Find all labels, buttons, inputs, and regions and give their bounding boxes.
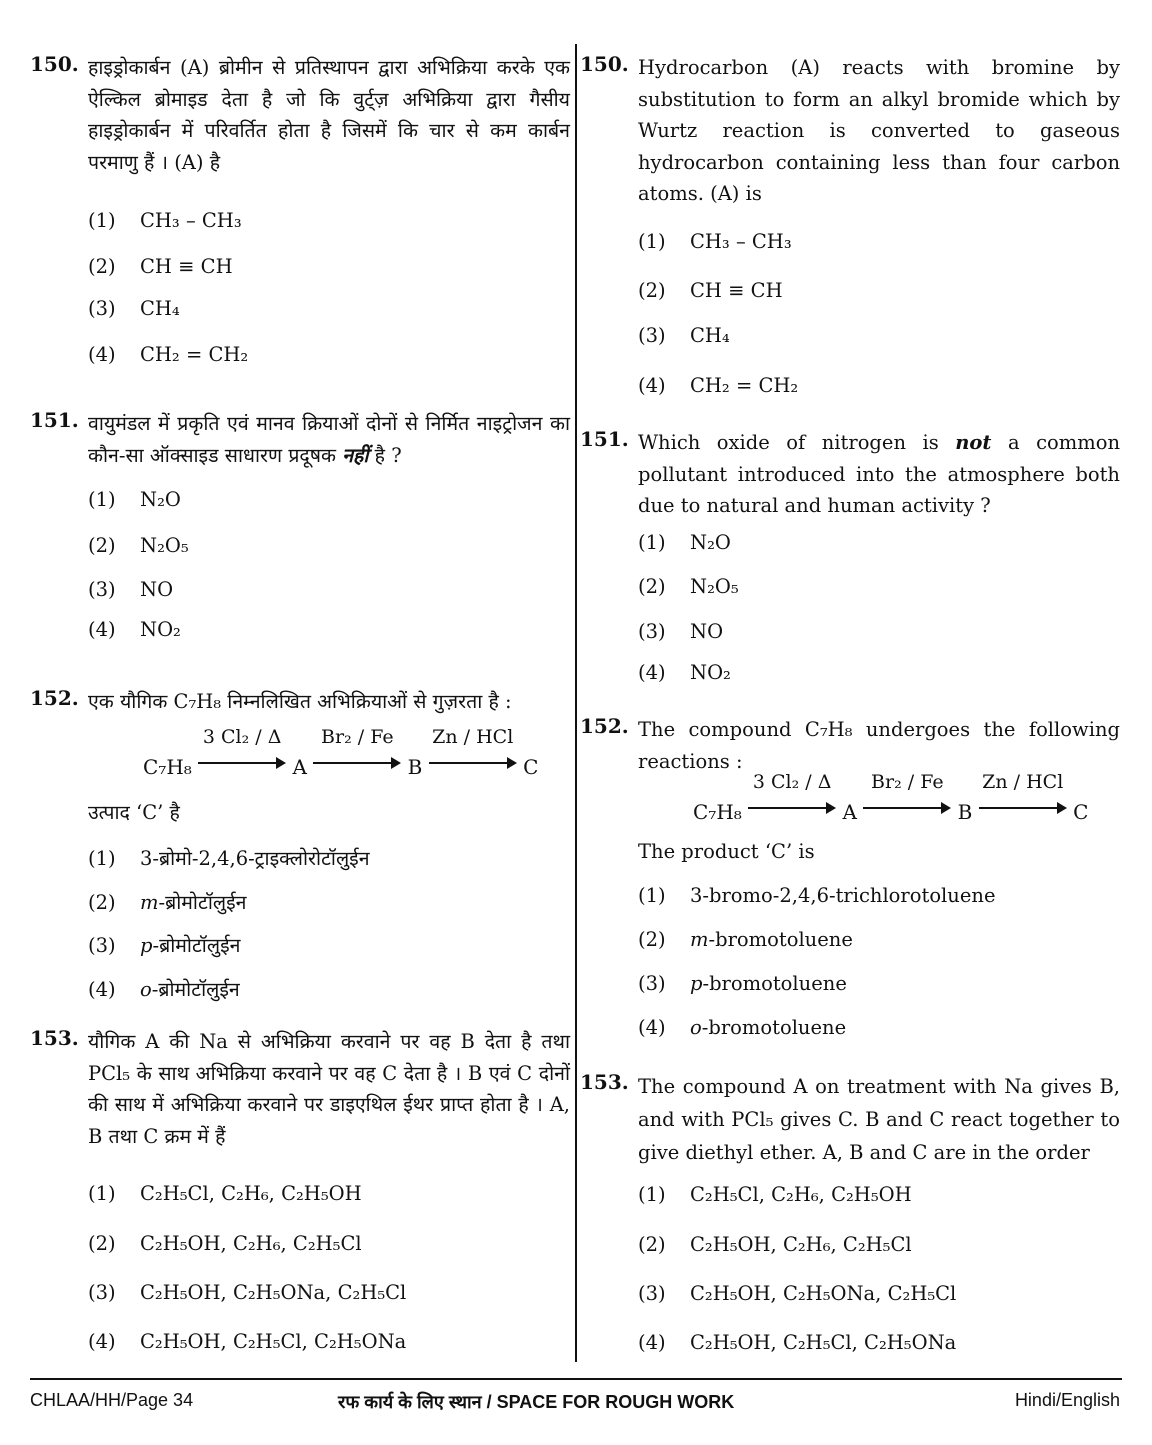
emphasis-not: not	[955, 431, 992, 454]
footer-rule	[30, 1378, 1122, 1380]
option-1: (1) N₂O	[638, 531, 731, 554]
question-number: 152.	[580, 714, 629, 738]
page-code: CHLAA/HH/Page 34	[30, 1390, 194, 1410]
question-text: Hydrocarbon (A) reacts with bromine by substitution to form an alkyl bromide which by Wurtz reaction is converted to gaseous hydrocarbon containing less than four carbon atoms. (A) is	[638, 56, 1120, 205]
option-1: (1) 3-ब्रोमो-2,4,6-ट्राइक्लोरोटॉलुईन	[88, 847, 370, 870]
option-4: (4) o-bromotoluene	[638, 1016, 847, 1039]
question-text: Which oxide of nitrogen is not a common pollutant introduced into the atmosphere both due to natural and human activity ?	[638, 431, 1121, 517]
option-1: (1) CH₃ – CH₃	[638, 230, 792, 253]
arrow-step-2: Br₂ / Fe	[863, 797, 951, 819]
option-3: (3) p-bromotoluene	[638, 972, 847, 995]
option-2: (2) m-bromotoluene	[638, 928, 853, 951]
question-number: 151.	[30, 408, 79, 432]
option-2: (2) CH ≡ CH	[638, 279, 783, 302]
option-4: (4) C₂H₅OH, C₂H₅Cl, C₂H₅ONa	[88, 1330, 407, 1353]
option-4: (4) NO₂	[88, 618, 181, 641]
arrow-step-1: 3 Cl₂ / Δ	[748, 797, 836, 819]
question-number: 150.	[30, 52, 79, 76]
arrow-step-2: Br₂ / Fe	[313, 752, 401, 774]
option-2: (2) m-ब्रोमोटॉलुईन	[88, 891, 247, 914]
rough-work-label: रफ कार्य के लिए स्थान / SPACE FOR ROUGH WORK	[338, 1392, 735, 1412]
option-2: (2) C₂H₅OH, C₂H₆, C₂H₅Cl	[638, 1233, 912, 1256]
question-150-en	[580, 52, 1120, 397]
option-4: (4) NO₂	[638, 661, 731, 684]
question-153-en	[580, 1070, 1120, 1354]
option-3: (3) CH₄	[88, 297, 180, 320]
option-3: (3) C₂H₅OH, C₂H₅ONa, C₂H₅Cl	[88, 1281, 407, 1304]
option-3: (3) NO	[638, 620, 724, 643]
question-number: 150.	[580, 52, 629, 76]
option-3: (3) p-ब्रोमोटॉलुईन	[88, 934, 241, 957]
question-number: 153.	[580, 1070, 629, 1094]
question-number: 152.	[30, 686, 79, 710]
question-number: 153.	[30, 1026, 79, 1050]
column-divider	[575, 44, 577, 1362]
question-text: यौगिक A की Na से अभिक्रिया करवाने पर वह B देता है तथा PCl₅ के साथ अभिक्रिया करवाने पर वह C देता है । B एवं C दोनों की साथ में अभिक्रिया करवाने पर डाइएथिल ईथर प्राप्त होता है । A, B तथा C क्रम में हैं	[88, 1030, 570, 1148]
option-4: (4) C₂H₅OH, C₂H₅Cl, C₂H₅ONa	[638, 1331, 957, 1354]
question-150-hi	[30, 52, 570, 366]
question-151-en	[580, 427, 1121, 684]
question-text: The compound C₇H₈ undergoes the following reactions :	[638, 718, 1120, 773]
option-1: (1) 3-bromo-2,4,6-trichlorotoluene	[638, 884, 996, 907]
language-label: Hindi/English	[1014, 1390, 1120, 1410]
question-153-hi	[30, 1026, 570, 1353]
product-prompt: The product ‘C’ is	[638, 840, 815, 863]
option-2: (2) N₂O₅	[638, 575, 739, 598]
option-1: (1) N₂O	[88, 488, 181, 511]
reaction-scheme: C₇H₈ 3 Cl₂ / Δ A Br₂ / Fe B Zn / HCl C	[693, 771, 1089, 824]
arrow-step-3: Zn / HCl	[429, 752, 517, 774]
reaction-scheme: C₇H₈ 3 Cl₂ / Δ A Br₂ / Fe B Zn / HCl C	[143, 726, 539, 779]
question-number: 151.	[580, 427, 629, 451]
question-text: The compound A on treatment with Na gives B, and with PCl₅ gives C. B and C react together to give diethyl ether. A, B and C are in the order	[638, 1075, 1120, 1164]
arrow-step-3: Zn / HCl	[979, 797, 1067, 819]
product-prompt: उत्पाद ‘C’ है	[88, 801, 180, 824]
option-1: (1) C₂H₅Cl, C₂H₆, C₂H₅OH	[88, 1182, 362, 1205]
option-4: (4) CH₂ = CH₂	[638, 374, 799, 397]
question-151-hi	[30, 408, 570, 641]
question-152-en	[580, 714, 1120, 1039]
option-2: (2) C₂H₅OH, C₂H₆, C₂H₅Cl	[88, 1232, 362, 1255]
option-3: (3) CH₄	[638, 324, 730, 347]
option-2: (2) CH ≡ CH	[88, 255, 233, 278]
question-text: वायुमंडल में प्रकृति एवं मानव क्रियाओं दोनों से निर्मित नाइट्रोजन का कौन-सा ऑक्साइड साधारण प्रदूषक नहीं है ?	[88, 412, 570, 467]
question-text: एक यौगिक C₇H₈ निम्नलिखित अभिक्रियाओं से गुज़रता है :	[88, 690, 512, 713]
option-4: (4) CH₂ = CH₂	[88, 343, 249, 366]
question-text: हाइड्रोकार्बन (A) ब्रोमीन से प्रतिस्थापन द्वारा अभिक्रिया करके एक ऐल्किल ब्रोमाइड देता है जो कि वुर्ट्ज़ अभिक्रिया द्वारा गैसीय हाइड्रोकार्बन में परिवर्तित होता है जिसमें कि चार से कम कार्बन परमाणु हैं । (A) है	[88, 56, 570, 174]
option-3: (3) C₂H₅OH, C₂H₅ONa, C₂H₅Cl	[638, 1282, 957, 1305]
option-2: (2) N₂O₅	[88, 534, 189, 557]
option-1: (1) CH₃ – CH₃	[88, 209, 242, 232]
question-152-hi	[30, 686, 570, 1001]
option-4: (4) o-ब्रोमोटॉलुईन	[88, 978, 240, 1001]
option-1: (1) C₂H₅Cl, C₂H₆, C₂H₅OH	[638, 1183, 912, 1206]
arrow-step-1: 3 Cl₂ / Δ	[198, 752, 286, 774]
option-3: (3) NO	[88, 578, 174, 601]
emphasis-not: नहीं	[342, 443, 369, 467]
